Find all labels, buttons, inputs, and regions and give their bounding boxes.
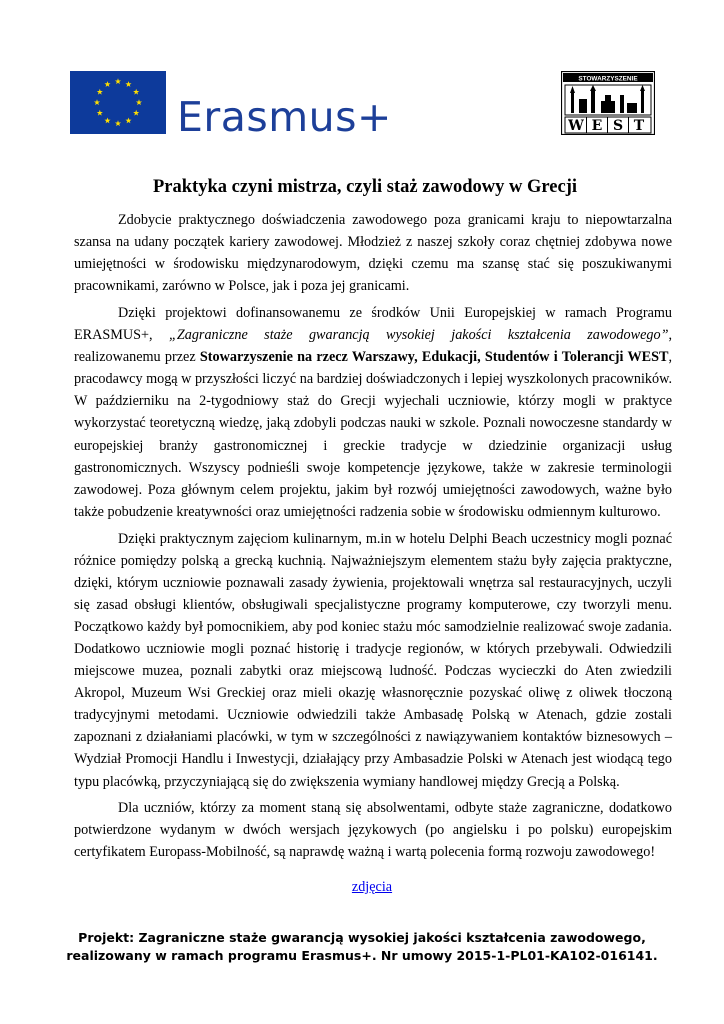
project-name: „Zagraniczne staże gwarancją wysokiej jakości kształcenia zawodowego” bbox=[168, 327, 669, 344]
west-association-logo bbox=[561, 71, 655, 135]
paragraph-2-intro: Dzięki projektowi dofinansowanemu ze środków Unii Europejskiej w ramach Programu ERASMUS+, bbox=[74, 304, 672, 344]
paragraph-2 bbox=[74, 302, 672, 523]
paragraph-1: Zdobycie praktycznego doświadczenia zawodowego poza granicami kraju to niepowtarzalna szansa na udany początek kariery zawodowej. Młodzież z naszej szkoły coraz chętniej zdobywa nowe umiejętności w środowisku międzynarodowym, dzięki czemu ma szansę stać się poszukiwanymi pracownikami, zarówno w Polsce, jak i poza jej granicami. bbox=[74, 212, 672, 295]
organization-name: Stowarzyszenie na rzecz Warszawy, Edukacji, Studentów i Tolerancji WEST bbox=[199, 349, 669, 366]
west-logo-emblem bbox=[561, 71, 655, 135]
svg-text:T: T bbox=[633, 118, 645, 134]
eu-stars-icon bbox=[70, 71, 166, 134]
eu-flag-logo bbox=[70, 71, 166, 134]
project-footer-note bbox=[40, 929, 684, 965]
paragraph-4: Dla uczniów, którzy za moment staną się absolwentami, odbyte staże zagraniczne, dodatkowo potwierdzone wydanym w dwóch wersjach językowych (po angielsku i po polsku) europejskim certyfikatem Europass-Mobilność, są naprawdę ważną i wartą polecenia formą rozwoju zawodowego! bbox=[74, 800, 672, 861]
paragraph-2-rest: , pracodawcy mogą w przyszłości liczyć na bardziej doświadczonych i lepiej wyszkolonych pracowników. W październiku na 2-tygodniowy staż do Grecji wyjechali uczniowie, którzy mogli w praktyce wykorzystać teoretyczną wiedzę, jaką zdobyli podczas nauki w szkole. Poznali nowoczesne standardy w europejskiej branży gastronomicznej i greckie tradycje w dziedzinie organizacji usług gastronomicznych. Wszyscy podnieśli swoje kompetencje językowe, także w zakresie terminologii zawodowej. Poza głównym celem projektu, jakim był rozwój umiejętności zawodowych, ważne było także pobudzenie kreatywności oraz umiejętności radzenia sobie w środowisku odmiennym kulturowo. bbox=[74, 349, 673, 520]
svg-text:W: W bbox=[568, 118, 584, 134]
svg-text:STOWARZYSZENIE: STOWARZYSZENIE bbox=[578, 75, 638, 83]
footer-line-2: realizowany w ramach programu Erasmus+. Nr umowy 2015-1-PL01-KA102-016141. bbox=[66, 948, 658, 963]
svg-text:E: E bbox=[591, 118, 603, 134]
photos-link[interactable]: zdjęcia bbox=[351, 879, 393, 895]
paragraph-3: Dzięki praktycznym zajęciom kulinarnym, m.in w hotelu Delphi Beach uczestnicy mogli poznać różnice pomiędzy polską a grecką kuchnią. Najważniejszym elementem stażu były zajęcia praktyczne, dzięki, którym uczniowie poznawali zasady żywienia, projektowali wnętrza sal restauracyjnych, uczyli się zasad obsługi klientów, obsługiwali specjalistyczne programy komputerowe, czy tworzyli menu. Początkowo każdy był pomocnikiem, aby pod koniec stażu móc samodzielnie realizować swoje zadania. Dodatkowo uczniowie mogli poznać historię i tradycje regionów, w których przebywali. Odwiedzili miejscowe muzea, poznali zabytki oraz miejscową ludność. Podczas wycieczki do Aten zwiedzili Akropol, Muzeum Wsi Greckiej oraz mieli okazję własnoręcznie pozyskać oliwę z oliwek tłoczoną tradycyjnymi metodami. Uczniowie odwiedzili także Ambasadę Polską w Atenach, gdzie zostali zapoznani z działaniami placówki, w tym w szczególności z nawiązywaniem kontaktów biznesowych – Wydział Promocji Handlu i Inwestycji, działający przy Ambasadzie Polski w Atenach jest wiodącą tego typu placówką, przyczyniającą się do zwiększenia wymiany handlowej między Grecją a Polską. bbox=[74, 530, 672, 790]
article-body bbox=[74, 209, 672, 864]
paragraph-2-mid: , realizowanemu przez bbox=[74, 327, 673, 366]
erasmus-plus-logo-text: Erasmus+ bbox=[177, 93, 392, 141]
svg-text:S: S bbox=[612, 118, 624, 134]
footer-line-1: Projekt: Zagraniczne staże gwarancją wysokiej jakości kształcenia zawodowego, bbox=[78, 930, 646, 945]
article-title: Praktyka czyni mistrza, czyli staż zawodowy w Grecji bbox=[152, 177, 578, 197]
